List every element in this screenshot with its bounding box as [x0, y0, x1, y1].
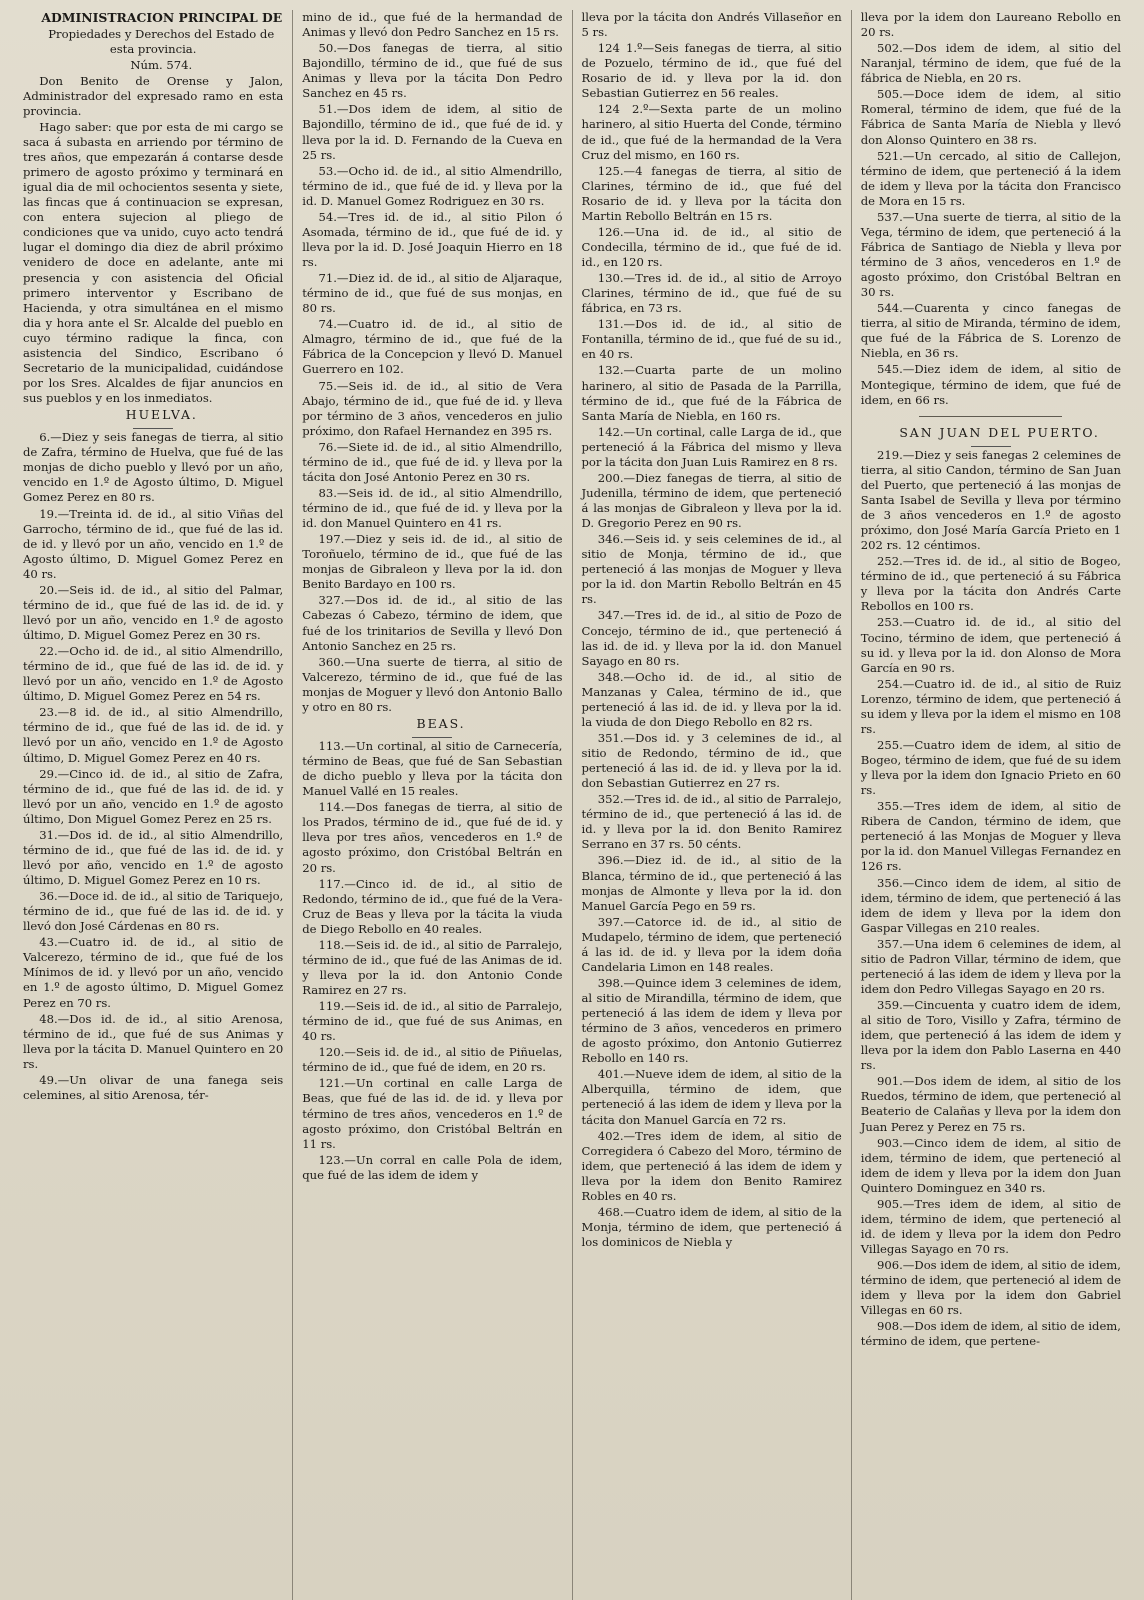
list-item: 327.—Dos id. de id., al sitio de las Cabezas ó Cabezo, término de idem, que fué de los trinitarios de Sevilla y llevó Don Antonio Sanchez en 25 rs. [302, 593, 563, 653]
list-item: 75.—Seis id. de id., al sitio de Vera Abajo, término de id., que fué de id. y lleva por término de 3 años, vencederos en julio próximo, don Rafael Hernandez en 395 rs. [302, 378, 563, 438]
list-item: 124 1.º—Seis fanegas de tierra, al sitio de Pozuelo, término de id., que fué del Rosario de id. y lleva por la id. don Sebastian Gutierrez en 56 reales. [581, 41, 842, 101]
column-2 [293, 10, 572, 1600]
list-item: 905.—Tres idem de idem, al sitio de idem, término de idem, que perteneció al id. de idem y lleva por la idem don Pedro Villegas Sayago en 70 rs. [860, 1196, 1121, 1256]
list-item: 401.—Nueve idem de idem, al sitio de la Alberquilla, término de idem, que perteneció á las idem de idem y lleva por la tácita don Manuel García en 72 rs. [581, 1067, 842, 1127]
list-item: 351.—Dos id. y 3 celemines de id., al sitio de Redondo, término de id., que perteneció á las id. de id. y lleva por la id. don Sebastian Gutierrez en 27 rs. [581, 730, 842, 791]
list-item: 347.—Tres id. de id., al sitio de Pozo de Concejo, término de id., que perteneció á las id. de id. y lleva por la id. don Manuel Sayago en 80 rs. [581, 608, 842, 668]
column-1 [14, 10, 293, 1600]
list-item: 6.—Diez y seis fanegas de tierra, al sitio de Zafra, término de Huelva, que fué de las monjas de dicho pueblo y llevó por un año, vencido en 1.º de Agosto último, D. Miguel Gomez Perez en 80 rs. [23, 430, 284, 505]
list-item: 402.—Tres idem de idem, al sitio de Corregidera ó Cabezo del Moro, término de idem, que perteneció á las idem de idem y lleva por la idem don Benito Ramirez Robles en 40 rs. [581, 1128, 842, 1203]
list-item: 131.—Dos id. de id., al sitio de Fontanilla, término de id., que fué de su id., en 40 rs. [581, 317, 842, 362]
list-item: 31.—Dos id. de id., al sitio Almendrillo, término de id., que fué de las id. de id. y llevó por año, vencido en 1.º de agosto último, D. Miguel Gomez Perez en 10 rs. [23, 827, 284, 887]
column-3 [573, 10, 852, 1600]
list-item: 125.—4 fanegas de tierra, al sitio de Clarines, término de id., que fué del Rosario de id. y lleva por la tácita don Martin Rebollo Beltrán en 15 rs. [581, 163, 842, 223]
section-heading-beas: BEAS. [302, 716, 562, 738]
list-item: 908.—Dos idem de idem, al sitio de idem, término de idem, que pertene- [860, 1319, 1121, 1349]
list-item: 74.—Cuatro id. de id., al sitio de Almagro, término de id., que fué de la Fábrica de la Concepcion y llevó D. Manuel Guerrero en 102. [302, 317, 563, 377]
list-item: 398.—Quince idem 3 celemines de idem, al sitio de Mirandilla, término de idem, que perteneció á las idem de idem y lleva por término de 3 años, vencederos en primero de agosto próximo, don Antonio Gutierrez Rebollo en 140 rs. [581, 975, 842, 1066]
list-item: 48.—Dos id. de id., al sitio Arenosa, término de id., que fué de sus Animas y lleva por la tácita D. Manuel Quintero en 20 rs. [23, 1011, 284, 1071]
list-item: 360.—Una suerte de tierra, al sitio de Valcerezo, término de id., que fué de las monjas de Moguer y llevó don Antonio Ballo y otro en 80 rs. [302, 654, 563, 714]
list-item: 113.—Un cortinal, al sitio de Carnecería, término de Beas, que fué de San Sebastian de dicho pueblo y lleva por la tácita don Manuel Vallé en 15 reales. [302, 739, 563, 799]
list-item: 253.—Cuatro id. de id., al sitio del Tocino, término de idem, que perteneció á su id. y lleva por la id. don Alonso de Mora García en 90 rs. [860, 615, 1121, 675]
list-item: 346.—Seis id. y seis celemines de id., al sitio de Monja, término de id., que perteneció á las monjas de Moguer y lleva por la id. don Martin Rebollo Beltrán en 45 rs. [581, 532, 842, 607]
section-heading-san-juan: SAN JUAN DEL PUERTO. [861, 425, 1121, 447]
list-item: 76.—Siete id. de id., al sitio Almendrillo, término de id., que fué de id. y lleva por la tácita don José Antonio Perez en 30 rs. [302, 439, 563, 484]
list-item: 359.—Cincuenta y cuatro idem de idem, al sitio de Toro, Visillo y Zafra, término de idem, que perteneció á las idem de idem y lleva por la idem don Pablo Laserna en 440 rs. [860, 998, 1121, 1073]
list-item: 43.—Cuatro id. de id., al sitio de Valcerezo, término de id., que fué de los Mínimos de id. y llevó por un año, vencido en 1.º de agosto último, D. Miguel Gomez Perez en 70 rs. [23, 935, 284, 1010]
list-item: 20.—Seis id. de id., al sitio del Palmar, término de id., que fué de las id. de id. y llevó por un año, vencido en 1.º de agosto último, D. Miguel Gomez Perez en 30 rs. [23, 582, 284, 642]
notice-body: Hago saber: que por esta de mi cargo se saca á subasta en arriendo por término de tres años, que empezarán á contarse desde primero de agosto próximo y terminará en igual dia de mil ochocientos sesenta y siete, las fincas que á continuacion se expresan, con entera sujecion al pliego de condiciones que va unido, cuyo acto tendrá lugar el domingo dia diez de abril próximo venidero de doce en adelante, ante mi presencia y con asistencia del Oficial primero interventor y Escribano de Hacienda, y otra simultánea en el mismo dia y hora ante el Sr. Alcalde del pueblo en cuyo término radique la finca, con asistencia del Sindico, Escribano ó Secretario de la municipalidad, cuidándose por los Sres. Alcaldes de fijar anuncios en sus pueblos y en los inmediatos. [23, 119, 284, 405]
list-item: 120.—Seis id. de id., al sitio de Piñuelas, término de id., que fué de idem, en 20 rs. [302, 1045, 563, 1075]
list-item: 255.—Cuatro idem de idem, al sitio de Bogeo, término de idem, que fué de su idem y lleva por la idem don Ignacio Prieto en 60 rs. [860, 737, 1121, 798]
list-item: lleva por la idem don Laureano Rebollo en 20 rs. [860, 10, 1121, 40]
list-item: 355.—Tres idem de idem, al sitio de Ribera de Candon, término de idem, que perteneció á las Monjas de Moguer y lleva por la id. don Manuel Villegas Fernandez en 126 rs. [860, 799, 1121, 874]
list-item: 901.—Dos idem de idem, al sitio de los Ruedos, término de idem, que perteneció al Beaterio de Calañas y lleva por la idem don Juan Perez y Perez en 75 rs. [860, 1074, 1121, 1134]
list-item: 505.—Doce idem de idem, al sitio Romeral, término de idem, que fué de la Fábrica de Santa María de Niebla y llevó don Alonso Quintero en 38 rs. [860, 87, 1121, 147]
list-item: 545.—Diez idem de idem, al sitio de Montegique, término de idem, que fué de idem, en 66 rs. [860, 362, 1121, 407]
list-item: 117.—Cinco id. de id., al sitio de Redondo, término de id., que fué de la Vera-Cruz de Beas y lleva por la tácita la viuda de Diego Rebollo en 40 reales. [302, 876, 563, 936]
list-item: 50.—Dos fanegas de tierra, al sitio Bajondillo, término de id., que fué de sus Animas y lleva por la tácita Don Pedro Sanchez en 45 rs. [302, 41, 563, 101]
list-item: 254.—Cuatro id. de id., al sitio de Ruiz Lorenzo, término de idem, que perteneció á su idem y lleva por la idem el mismo en 108 rs. [860, 676, 1121, 736]
notice-number: Núm. 574. [130, 57, 193, 72]
list-item: 357.—Una idem 6 celemines de idem, al sitio de Padron Villar, término de idem, que perteneció á las idem de idem y lleva por la idem don Pedro Villegas Sayago en 20 rs. [860, 936, 1121, 996]
list-item: 903.—Cinco idem de idem, al sitio de idem, término de idem, que perteneció al idem de idem y lleva por la idem don Juan Quintero Dominguez en 340 rs. [860, 1135, 1121, 1195]
list-item: 126.—Una id. de id., al sitio de Condecilla, término de id., que fué de id. id., en 120 rs. [581, 224, 842, 269]
list-item: 123.—Un corral en calle Pola de idem, que fué de las idem de idem y [302, 1152, 563, 1182]
list-item: 348.—Ocho id. de id., al sitio de Manzanas y Calea, término de id., que perteneció á las id. de id. y lleva por la id. la viuda de don Diego Rebollo en 82 rs. [581, 669, 842, 729]
list-item: 200.—Diez fanegas de tierra, al sitio de Judenilla, término de idem, que perteneció á las monjas de Gibraleon y lleva por la id. D. Gregorio Perez en 90 rs. [581, 470, 842, 531]
list-item: 396.—Diez id. de id., al sitio de la Blanca, término de id., que perteneció á las monjas de Almonte y lleva por la id. don Manuel García Pego en 59 rs. [581, 853, 842, 913]
list-item: 537.—Una suerte de tierra, al sitio de la Vega, término de idem, que perteneció á la Fábrica de Santiago de Niebla y lleva por término de 3 años, vencederos en 1.º de agosto próximo, don Cristóbal Beltran en 30 rs. [860, 209, 1121, 300]
list-item: 142.—Un cortinal, calle Larga de id., que perteneció á la Fábrica del mismo y lleva por la tácita don Juan Luis Ramirez en 8 rs. [581, 424, 842, 469]
list-item: 121.—Un cortinal en calle Larga de Beas, que fué de las id. de id. y lleva por término de tres años, vencederos en 1.º de agosto próximo, don Cristóbal Beltrán en 11 rs. [302, 1076, 563, 1151]
list-item: 397.—Catorce id. de id., al sitio de Mudapelo, término de idem, que perteneció á las id. de id. y lleva por la idem doña Candelaria Limon en 148 reales. [581, 914, 842, 974]
list-item: 19.—Treinta id. de id., al sitio Viñas del Garrocho, término de id., que fué de las id. de id. y llevó por un año, vencido en 1.º de Agosto último, D. Miguel Gomez Perez en 40 rs. [23, 506, 284, 581]
list-item: 51.—Dos idem de idem, al sitio de Bajondillo, término de id., que fué de id. y lleva por la id. D. Fernando de la Cueva en 25 rs. [302, 102, 563, 162]
list-item: 544.—Cuarenta y cinco fanegas de tierra, al sitio de Miranda, término de idem, que fué de la Fábrica de S. Lorenzo de Niebla, en 36 rs. [860, 301, 1121, 361]
list-item: 114.—Dos fanegas de tierra, al sitio de los Prados, término de id., que fué de id. y lleva por tres años, vencederos en 1.º de agosto próximo, don Cristóbal Beltrán en 20 rs. [302, 800, 563, 875]
notice-intro: Don Benito de Orense y Jalon, Administrador del expresado ramo en esta provincia. [23, 73, 284, 118]
column-4 [852, 10, 1130, 1600]
list-item: 197.—Diez y seis id. de id., al sitio de Toroñuelo, término de id., que fué de las monjas de Gibraleon y lleva por la id. don Benito Bardayo en 100 rs. [302, 532, 563, 592]
list-item: 356.—Cinco idem de idem, al sitio de idem, término de idem, que perteneció á las idem de idem y lleva por la idem don Gaspar Villegas en 210 reales. [860, 875, 1121, 935]
list-item: 124 2.º—Sexta parte de un molino harinero, al sitio Huerta del Conde, término de id., que fué de la hermandad de la Vera Cruz del mismo, en 160 rs. [581, 102, 842, 162]
list-item: 132.—Cuarta parte de un molino harinero, al sitio de Pasada de la Parrilla, término de id., que fué de la Fábrica de Santa María de Niebla, en 160 rs. [581, 363, 842, 423]
list-item: 83.—Seis id. de id., al sitio Almendrillo, término de id., que fué de id. y lleva por la id. don Manuel Quintero en 41 rs. [302, 485, 563, 531]
list-item: 53.—Ocho id. de id., al sitio Almendrillo, término de id., que fué de id. y lleva por la id. D. Manuel Gomez Rodriguez en 30 rs. [302, 163, 563, 208]
list-item: 906.—Dos idem de idem, al sitio de idem, término de idem, que perteneció al idem de idem y lleva por la idem don Gabriel Villegas en 60 rs. [860, 1258, 1121, 1318]
list-item: 22.—Ocho id. de id., al sitio Almendrillo, término de id., que fué de las id. de id. y llevó por un año, vencido en 1.º de Agosto último, D. Miguel Gomez Perez en 54 rs. [23, 644, 284, 704]
list-item: mino de id., que fué de la hermandad de Animas y llevó don Pedro Sanchez en 15 rs. [302, 10, 563, 40]
section-heading-huelva: HUELVA. [23, 407, 283, 429]
list-item: 468.—Cuatro idem de idem, al sitio de la Monja, término de idem, que perteneció á los dominicos de Niebla y [581, 1204, 842, 1249]
divider [919, 416, 1062, 417]
list-item: 130.—Tres id. de id., al sitio de Arroyo Clarines, término de id., que fué de su fábrica, en 73 rs. [581, 271, 842, 316]
notice-title: ADMINISTRACION PRINCIPAL DE [41, 10, 283, 25]
list-item: 521.—Un cercado, al sitio de Callejon, término de idem, que perteneció á la idem de idem y lleva por la tácita don Francisco de Mora en 15 rs. [860, 148, 1121, 208]
notice-subtitle: Propiedades y Derechos del Estado de esta provincia. [48, 26, 275, 56]
list-item: 502.—Dos idem de idem, al sitio del Naranjal, término de idem, que fué de la fábrica de Niebla, en 20 rs. [860, 41, 1121, 86]
list-item: 352.—Tres id. de id., al sitio de Parralejo, término de id., que perteneció á las id. de id. y lleva por la id. don Benito Ramirez Serrano en 37 rs. 50 cénts. [581, 792, 842, 852]
list-item: 29.—Cinco id. de id., al sitio de Zafra, término de id., que fué de las id. de id. y llevó por un año, vencido en 1.º de agosto último, Don Miguel Gomez Perez en 25 rs. [23, 766, 284, 826]
list-item: 23.—8 id. de id., al sitio Almendrillo, término de id., que fué de las id. de id. y llevó por un año, vencido en 1.º de Agosto último, D. Miguel Gomez Perez en 40 rs. [23, 705, 284, 765]
list-item: 252.—Tres id. de id., al sitio de Bogeo, término de id., que perteneció á su Fábrica y lleva por la tácita don Andrés Carte Rebollos en 100 rs. [860, 554, 1121, 614]
list-item: 49.—Un olivar de una fanega seis celemines, al sitio Arenosa, tér- [23, 1072, 284, 1102]
columns [14, 10, 1130, 1600]
list-item: 71.—Diez id. de id., al sitio de Aljaraque, término de id., que fué de sus monjas, en 80 rs. [302, 271, 563, 316]
list-item: lleva por la tácita don Andrés Villaseñor en 5 rs. [581, 10, 842, 40]
list-item: 54.—Tres id. de id., al sitio Pilon ó Asomada, término de id., que fué de id. y lleva por la id. D. José Joaquin Hierro en 18 rs. [302, 209, 563, 269]
list-item: 219.—Diez y seis fanegas 2 celemines de tierra, al sitio Candon, término de San Juan del Puerto, que perteneció á las monjas de Santa Isabel de Sevilla y lleva por término de 3 años vencederos en 1.º de agosto próximo, don José María García Prieto en 1 202 rs. 12 céntimos. [860, 447, 1121, 553]
list-item: 119.—Seis id. de id., al sitio de Parralejo, término de id., que fué de sus Animas, en 40 rs. [302, 999, 563, 1044]
list-item: 36.—Doce id. de id., al sitio de Tariquejo, término de id., que fué de las id. de id. y llevó don José Cárdenas en 80 rs. [23, 889, 284, 934]
list-item: 118.—Seis id. de id., al sitio de Parralejo, término de id., que fué de las Animas de id. y lleva por la id. don Antonio Conde Ramirez en 27 rs. [302, 937, 563, 997]
list-col1 [23, 430, 283, 1103]
